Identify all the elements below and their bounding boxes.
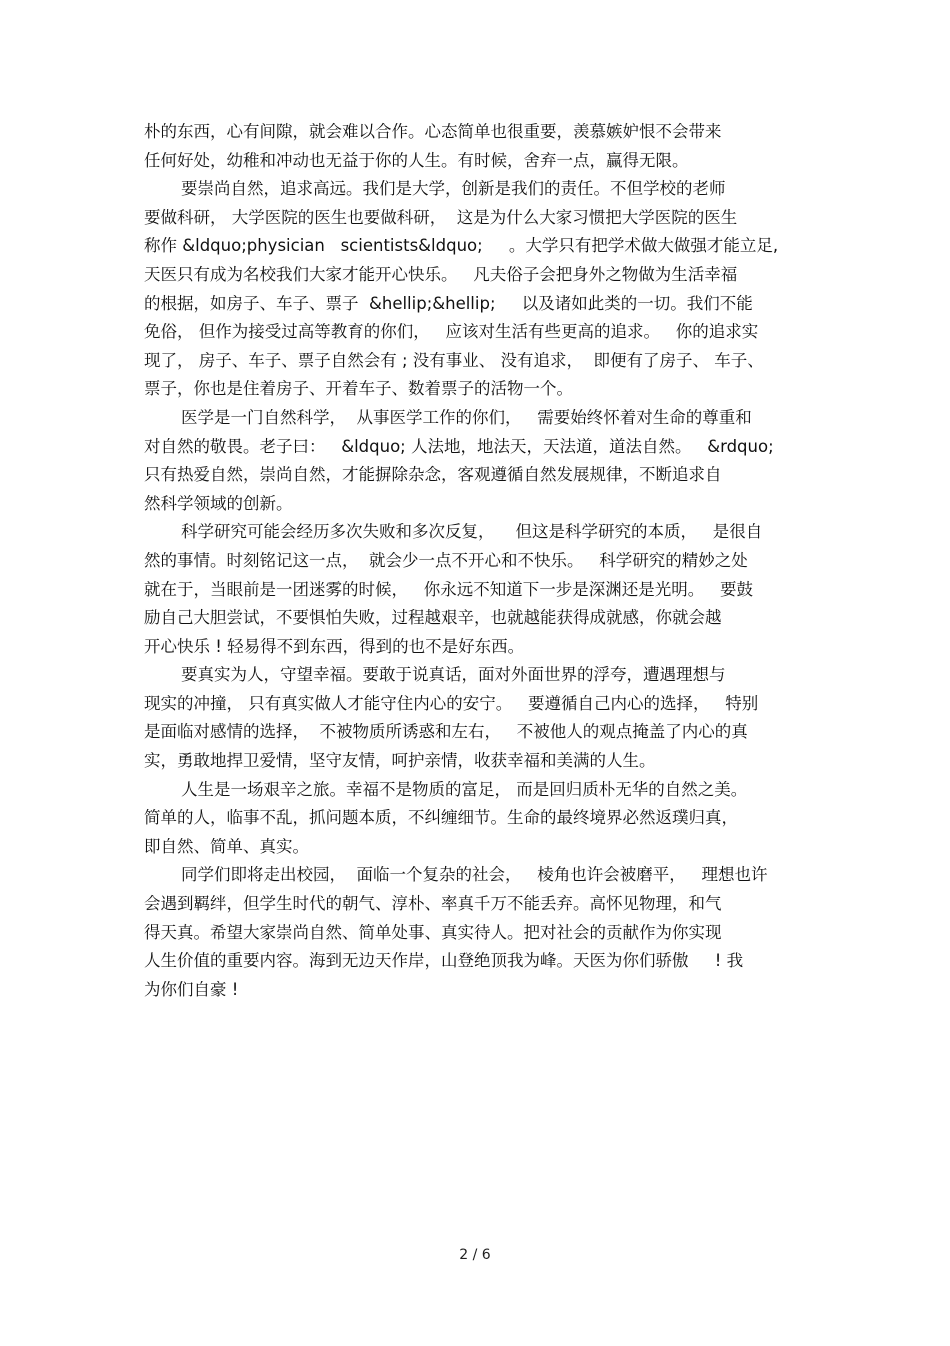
text-line: 就在于，当眼前是一团迷雾的时候， 你永远不知道下一步是深渊还是光明。 要鼓 xyxy=(144,579,753,599)
text-line: 朴的东西，心有间隙，就会难以合作。心态简单也很重要，羡慕嫉妒恨不会带来 xyxy=(144,122,722,141)
text-line: 简单的人，临事不乱，抓问题本质，不纠缠细节。生命的最终境界必然返璞归真， xyxy=(144,808,738,828)
text-line: 然的事情。时刻铭记这一点， 就会少一点不开心和不快乐。 科学研究的精妙之处 xyxy=(144,550,748,570)
text-line: 励自己大胆尝试，不要惧怕失败，过程越艰辛，也就越能获得成就感，你就会越 xyxy=(144,608,722,628)
text-line: 免俗， 但作为接受过高等教育的你们， 应该对生活有些更高的追求。 你的追求实 xyxy=(144,322,759,342)
text-line: 要真实为人，守望幸福。要敢于说真话，面对外面世界的浮夸，遭遇理想与 xyxy=(181,665,726,685)
text-line: 人生是一场艰辛之旅。幸福不是物质的富足， 而是回归质朴无华的自然之美。 xyxy=(181,779,748,799)
text-line: 人生价值的重要内容。海到无边天作岸，山登绝顶我为峰。天医为你们骄傲 ! 我 xyxy=(144,951,744,971)
text-line: 是面临对感情的选择， 不被物质所诱惑和左右， 不被他人的观点掩盖了内心的真 xyxy=(144,722,748,742)
text-line: 天医只有成为名校我们大家才能开心快乐。 凡夫俗子会把身外之物做为生活幸福 xyxy=(144,264,738,284)
text-line: 的根据，如房子、车子、票子 &hellip;&hellip; 以及诸如此类的一切。我们不能 xyxy=(144,293,753,313)
text-line: 科学研究可能会经历多次失败和多次反复， 但这是科学研究的本质， 是很自 xyxy=(181,522,763,542)
text-line: 现了， 房子、车子、票子自然会有 ; 没有事业、 没有追求， 即便有了房子、 车子、 xyxy=(144,350,764,370)
text-line: 现实的冲撞， 只有真实做人才能守住内心的安宁。 要遵循自己内心的选择， 特别 xyxy=(144,693,759,713)
text-line: 医学是一门自然科学， 从事医学工作的你们， 需要始终怀着对生命的尊重和 xyxy=(181,407,752,427)
text-line: 同学们即将走出校园， 面临一个复杂的社会， 棱角也许会被磨平， 理想也许 xyxy=(181,865,768,885)
text-line: 然科学领域的创新。 xyxy=(144,493,293,513)
text-line: 即自然、简单、真实。 xyxy=(144,836,309,856)
text-line: 实，勇敢地捍卫爱情，坚守友情，呵护亲情，收获幸福和美满的人生。 xyxy=(144,751,656,771)
body-text xyxy=(144,118,814,1004)
page-number: 2 / 6 xyxy=(459,1247,491,1263)
text-line: 称作 &ldquo;physician scientists&ldquo; 。大学只有把学术做大做强才能立足, xyxy=(144,236,779,256)
text-line: 要崇尚自然，追求高远。我们是大学，创新是我们的责任。不但学校的老师 xyxy=(181,179,726,199)
text-line: 对自然的敬畏。老子曰： &ldquo; 人法地，地法天，天法道，道法自然。 &rdquo; xyxy=(144,436,774,456)
text-line: 票子，你也是住着房子、开着车子、数着票子的活物一个。 xyxy=(144,379,573,399)
text-line: 为你们自豪 ! xyxy=(144,979,239,999)
text-line: 任何好处，幼稚和冲动也无益于你的人生。有时候，舍弃一点，赢得无限。 xyxy=(144,150,689,170)
text-line: 要做科研， 大学医院的医生也要做科研， 这是为什么大家习惯把大学医院的医生 xyxy=(144,207,738,227)
text-line: 得天真。希望大家崇尚自然、简单处事、真实待人。把对社会的贡献作为你实现 xyxy=(144,922,722,942)
text-line: 会遇到羁绊，但学生时代的朝气、淳朴、率真千万不能丢弃。高怀见物理，和气 xyxy=(144,894,722,914)
text-line: 开心快乐 ! 轻易得不到东西，得到的也不是好东西。 xyxy=(144,636,525,656)
text-line: 只有热爱自然，崇尚自然，才能摒除杂念，客观遵循自然发展规律，不断追求自 xyxy=(144,465,722,485)
